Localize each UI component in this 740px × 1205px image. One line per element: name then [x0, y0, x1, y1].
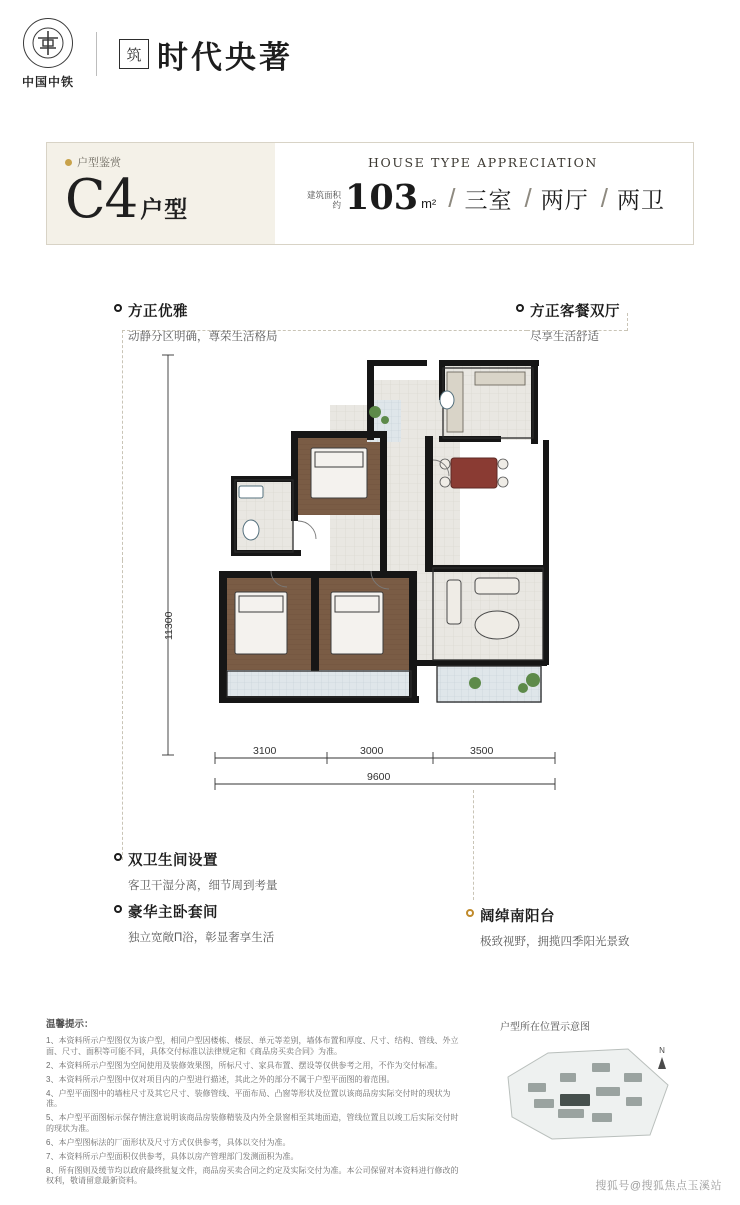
floor-plan — [163, 340, 605, 783]
dimension-vertical-line — [153, 340, 183, 770]
project-brand — [119, 32, 293, 77]
annotation-title: 豪华主卧套间 — [128, 905, 218, 921]
disclaimer-block — [46, 1016, 466, 1190]
disclaimer-line: 4、户型平面图中的墙柱尺寸及其它尺寸、装修管线、平面布局、凸窗等形状及位置以该商品房实际交付时的现状为准。 — [46, 1088, 451, 1108]
area-value: 103 — [345, 177, 419, 218]
annotation-bullet-icon — [466, 909, 474, 917]
annotation-subtitle: 独立宽敞П浴，彰显奢享生活 — [128, 932, 275, 944]
area-label-line1: 建筑面积 — [307, 190, 342, 200]
dimension-segment-1: 3100 — [253, 745, 277, 757]
area-label — [307, 190, 341, 210]
disclaimer-heading: 温馨提示： — [46, 1019, 94, 1030]
spec-separator-1: / — [448, 183, 456, 213]
crec-logo-icon — [23, 18, 73, 68]
logo-divider — [96, 32, 97, 76]
annotation-subtitle: 尽享生活舒适 — [530, 331, 599, 343]
baths-count: 两卫 — [616, 187, 665, 213]
area-unit: m² — [421, 196, 437, 211]
page-header — [22, 18, 718, 90]
leader-line-left-lower — [122, 560, 123, 860]
disclaimer-line: 1、本资料所示户型图仅为该户型，相同户型因楼栋、楼层、单元等差别，墙体布置和厚度、尺寸、结构、管线、外立面、尺寸、面积等可能不同，具体交付标准以法律规定和《商品房买卖合同》为准。 — [46, 1036, 459, 1056]
unit-title-band — [46, 142, 694, 245]
dimension-segment-2: 3000 — [360, 745, 384, 757]
unit-code-value: C4 — [65, 169, 138, 230]
dimension-vertical: 11300 — [163, 611, 175, 640]
annotation-fangzheng-keting — [530, 300, 620, 344]
logo-left-group — [22, 18, 74, 90]
site-map-svg — [500, 1039, 680, 1149]
dimension-segment-3: 3500 — [470, 745, 494, 757]
unit-tag-label: 户型鉴赏 — [77, 157, 121, 169]
unit-spec-panel — [275, 143, 693, 244]
unit-code-suffix: 户型 — [140, 197, 189, 223]
annotation-nanyangtai — [480, 905, 630, 949]
developer-logo — [22, 18, 293, 90]
annotation-subtitle: 客卫干湿分离，细节周到考量 — [128, 880, 278, 892]
annotation-haohua-zhuwo — [128, 901, 274, 945]
floor-plan-svg — [175, 340, 605, 770]
compass-icon — [658, 1046, 666, 1069]
unit-spec-row — [297, 177, 675, 218]
leader-line-left-vertical — [122, 330, 123, 560]
dimension-total: 9600 — [367, 771, 391, 783]
disclaimer-line: 5、本户型平面图标示保存情注意说明该商品房装修精装及内外全景窗相至其地面造，管线位置且以竣工后实际交付时的现状为准。 — [46, 1113, 459, 1133]
spec-separator-2: / — [524, 183, 532, 213]
unit-tag — [65, 154, 275, 170]
unit-code-panel — [47, 143, 275, 244]
site-location-map — [500, 1018, 700, 1154]
brand-badge-icon: 筑 — [119, 39, 149, 69]
spec-separator-3: / — [600, 183, 608, 213]
rooms-count: 三室 — [464, 187, 513, 213]
annotation-title: 阔绰南阳台 — [480, 909, 555, 925]
site-map-title: 户型所在位置示意图 — [500, 1022, 590, 1033]
annotation-bullet-icon — [114, 853, 122, 861]
halls-count: 两厅 — [540, 187, 589, 213]
svg-text:N: N — [659, 1046, 665, 1055]
annotation-bullet-icon — [114, 905, 122, 913]
tag-dot-icon — [65, 159, 72, 166]
brand-name: 时代央著 — [157, 39, 294, 76]
disclaimer-line: 2、本资料所示户型图为空间使用及装修效果图，所标尺寸、家具布置、摆设等仅供参考之用，不作为交付标准。 — [46, 1060, 443, 1070]
disclaimer-line: 7、本资料所示户型面积仅供参考，具体以房产管理部门发测面积为准。 — [46, 1151, 299, 1161]
dimension-lines — [175, 740, 605, 800]
annotation-title: 方正优雅 — [128, 304, 188, 320]
annotation-title: 方正客餐双厅 — [530, 304, 620, 320]
annotation-shuangwei — [128, 849, 278, 893]
annotation-subtitle: 动静分区明确，尊荣生活格局 — [128, 331, 278, 343]
unit-code — [65, 169, 275, 237]
disclaimer-line: 8、所有图则及缓节均以政府最终批复文件，商品房买卖合同之约定及实际交付为准。本公司保留对本资料进行修改的权利，敬请留意最新资料。 — [46, 1165, 459, 1185]
annotation-bullet-icon — [516, 304, 524, 312]
disclaimer-line: 3、本资料所示户型图中仅对项目内的户型进行描述，其此之外的部分不属于户型平面图的着范围。 — [46, 1074, 395, 1084]
watermark: 搜狐号@搜狐焦点玉溪站 — [595, 1180, 722, 1192]
leader-line-right-lower — [473, 790, 474, 900]
annotation-fangzheng-youya — [128, 300, 278, 344]
area-label-line2: 约 — [332, 200, 342, 210]
leader-line-right-vertical — [627, 313, 628, 331]
annotation-subtitle: 极致视野，拥揽四季阳光景致 — [480, 936, 630, 948]
company-name: 中国中铁 — [22, 75, 75, 89]
english-title: HOUSE TYPE APPRECIATION — [368, 155, 598, 170]
annotation-title: 双卫生间设置 — [128, 853, 218, 869]
disclaimer-line: 6、本户型图标法的厂面形状及尺寸方式仅供参考，具体以交付为准。 — [46, 1137, 291, 1147]
annotation-bullet-icon — [114, 304, 122, 312]
